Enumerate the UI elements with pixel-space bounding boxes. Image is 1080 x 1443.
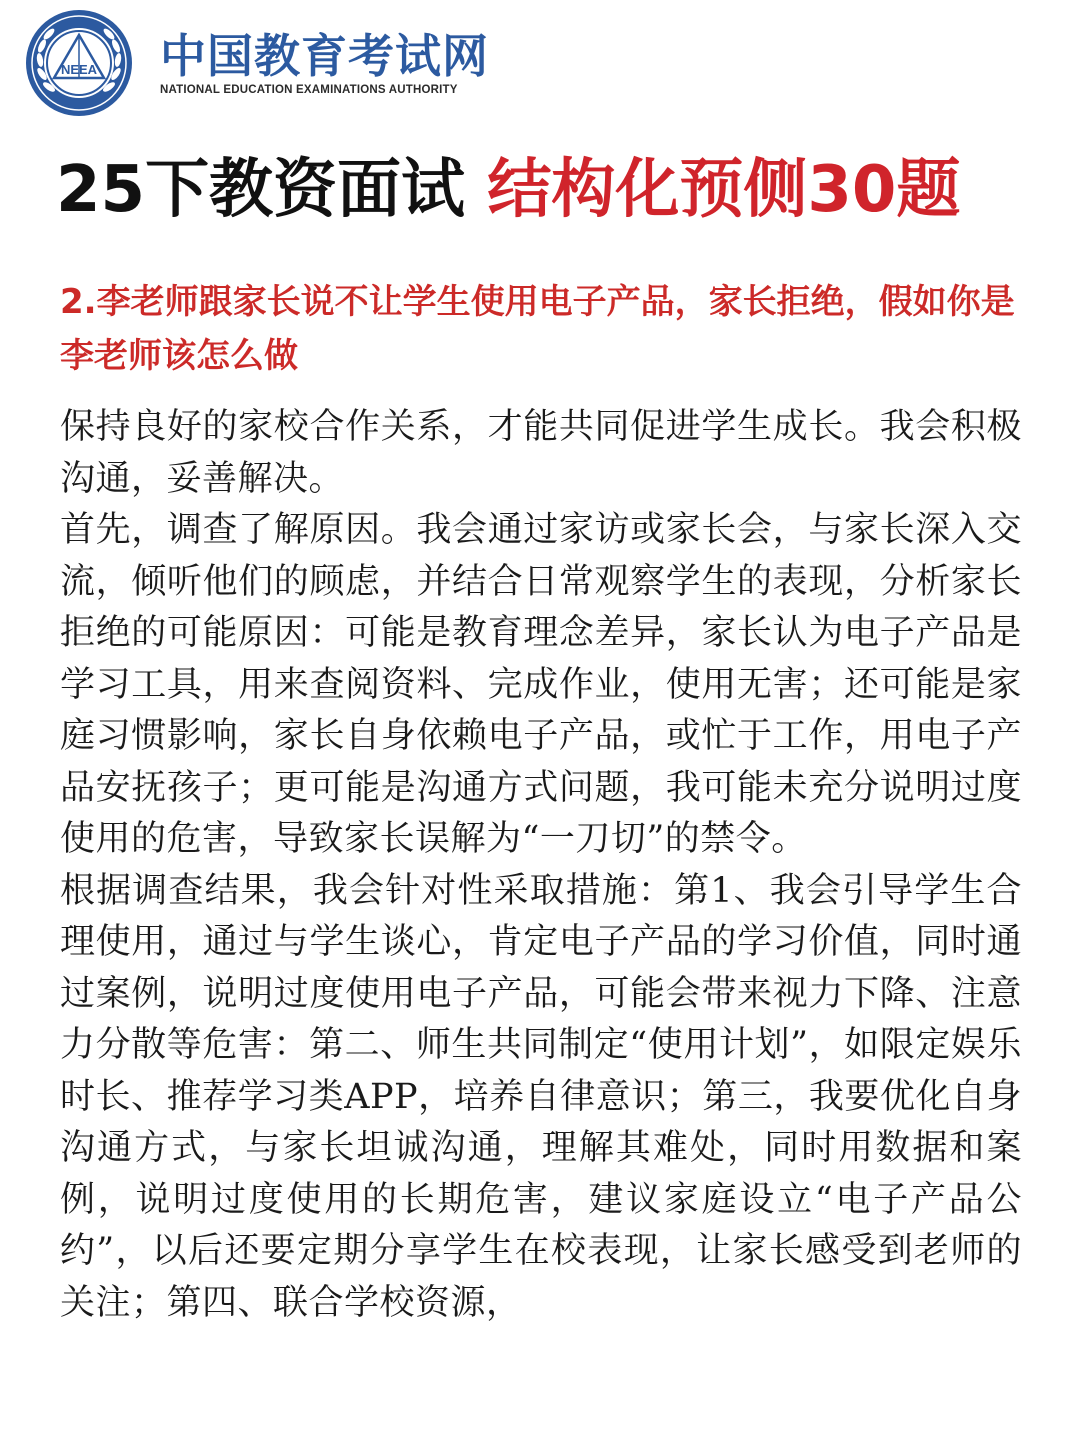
- title-red-part: 结构化预侧30题: [487, 153, 961, 227]
- page-title: [56, 140, 1056, 240]
- seal-text: NEEA: [60, 62, 98, 77]
- logo: [24, 8, 489, 118]
- logo-english-name: NATIONAL EDUCATION EXAMINATIONS AUTHORITY: [160, 84, 458, 96]
- paragraph-intro: 保持良好的家校合作关系，才能共同促进学生成长。我会积极沟通，妥善解决。: [60, 407, 1022, 499]
- question-heading: 2.李老师跟家长说不让学生使用电子产品，家长拒绝，假如你是李老师该怎么做: [60, 282, 1015, 376]
- paragraph-measures: 根据调查结果，我会针对性采取措施：第1、我会引导学生合理使用，通过与学生谈心，肯定电子产品的学习价值，同时通过案例，说明过度使用电子产品，可能会带来视力下降、注意力分散等危害：第二、师生共同制定“使用计划”，如限定娱乐时长、推荐学习类APP，培养自律意识；第三，我要优化自身沟通方式，与家长坦诚沟通，理解其难处，同时用数据和案例，说明过度使用的长期危害，建议家庭设立“电子产品公约”，以后还要定期分享学生在校表现，让家长感受到老师的关注；第四、联合学校资源，: [60, 870, 1022, 1323]
- answer-body: [60, 402, 1022, 1329]
- paragraph-causes: 首先，调查了解原因。我会通过家访或家长会，与家长深入交流，倾听他们的顾虑，并结合日常观察学生的表现，分析家长拒绝的可能原因：可能是教育理念差异，家长认为电子产品是学习工具，用来查阅资料、完成作业，使用无害；还可能是家庭习惯影响，家长自身依赖电子产品，或忙于工作，用电子产品安抚孩子；更可能是沟通方式问题，我可能未充分说明过度使用的危害，导致家长误解为“一刀切”的禁令。: [60, 510, 1022, 859]
- neea-seal-icon: [24, 8, 134, 118]
- logo-chinese-name: 中国教育考试网: [160, 29, 489, 83]
- title-black-part: 25下教资面试: [56, 153, 466, 227]
